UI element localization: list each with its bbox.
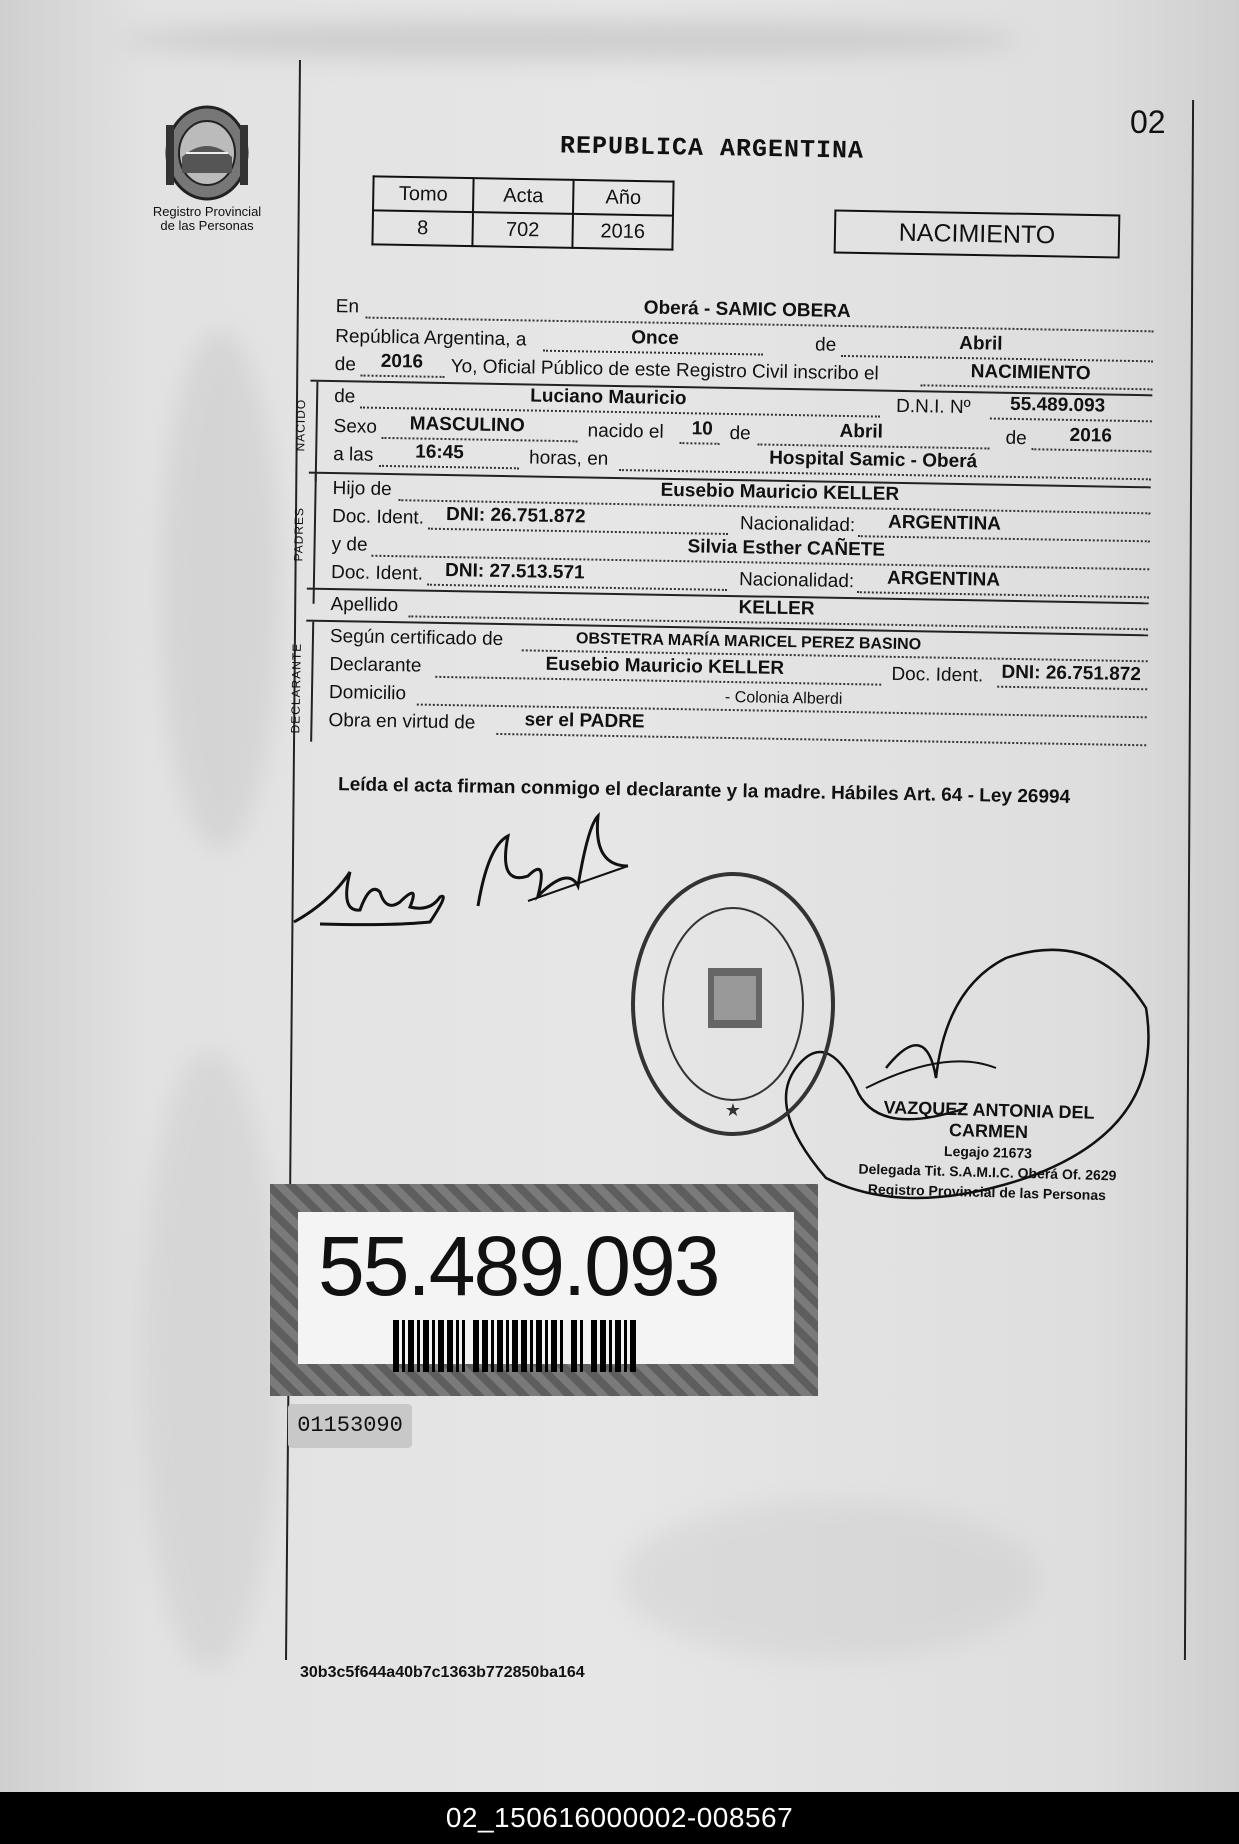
declarant-signature	[290, 852, 460, 932]
father-doc-label: Doc. Ident.	[331, 506, 425, 529]
official-name: VAZQUEZ ANTONIA DEL CARMEN	[883, 1097, 1095, 1143]
place-value: Oberá - SAMIC OBERA	[643, 297, 851, 323]
official-legajo: Legajo 21673	[943, 1142, 1033, 1162]
declarant-doc-value: DNI: 26.751.872	[1001, 661, 1142, 686]
country-title: REPUBLICA ARGENTINA	[559, 131, 865, 166]
official-signature-block	[847, 1096, 1130, 1205]
birth-month-value: Abril	[839, 420, 884, 443]
de-label-3: de	[333, 386, 356, 408]
domicilio-label: Domicilio	[328, 682, 407, 705]
birth-place-value: Hospital Samic - Oberá	[768, 447, 978, 473]
act-type-box: NACIMIENTO	[834, 210, 1121, 259]
sex-value: MASCULINO	[409, 413, 525, 437]
dni-sticker	[270, 1184, 818, 1396]
certificate-by-value: OBSTETRA MARÍA MARICEL PEREZ BASINO	[575, 630, 922, 654]
provincial-crest-icon	[152, 95, 262, 205]
horas-en-label: horas, en	[528, 447, 609, 470]
month-value: Abril	[959, 332, 1003, 355]
official-office: Registro Provincial de las Personas	[867, 1180, 1107, 1204]
mother-name-value: Silvia Esther CAÑETE	[687, 536, 886, 561]
document-hash: 30b3c5f644a40b7c1363b772850ba164	[300, 1664, 585, 1681]
section-declarante: DECLARANTE	[288, 642, 304, 734]
logo-caption-line1: Registro Provincial	[152, 204, 262, 219]
year-value: 2016	[380, 350, 424, 373]
closing-statement: Leída el acta firman conmigo el declarante y la madre. Hábiles Art. 64 - Ley 26994	[337, 774, 1071, 808]
col-header-tomo: Tomo	[373, 176, 474, 212]
col-header-acta: Acta	[473, 178, 574, 214]
birth-year-value: 2016	[1069, 424, 1113, 447]
inscribed-act-value: NACIMIENTO	[970, 361, 1091, 385]
obra-label: Obra en virtud de	[328, 710, 476, 734]
acta-value: 702	[472, 212, 573, 248]
sexo-label: Sexo	[333, 416, 378, 438]
mother-signature	[468, 806, 638, 916]
ano-value: 2016	[572, 214, 673, 250]
barcode	[393, 1320, 639, 1372]
dni-sticker-number: 55.489.093	[318, 1219, 719, 1313]
page-number: 02	[1130, 104, 1166, 140]
father-nationality-value: ARGENTINA	[887, 511, 1002, 535]
surname-value: KELLER	[738, 597, 815, 620]
section-padres: PADRES	[291, 506, 307, 562]
footer-filename: 02_150616000002-008567	[0, 1792, 1239, 1844]
de-label-2: de	[334, 354, 357, 376]
official-role: Delegada Tit. S.A.M.I.C. Oberá Of. 2629	[858, 1160, 1117, 1184]
tomo-value: 8	[372, 210, 473, 246]
officer-text: Yo, Oficial Público de este Registro Civil inscribo el	[450, 356, 879, 385]
registry-logo	[142, 95, 272, 255]
logo-caption-line2: de las Personas	[160, 218, 254, 233]
a-las-label: a las	[332, 444, 374, 466]
hijo-de-label: Hijo de	[332, 478, 392, 501]
en-label: En	[335, 296, 360, 318]
col-header-ano: Año	[573, 180, 674, 216]
child-name-value: Luciano Mauricio	[530, 385, 687, 410]
apellido-label: Apellido	[330, 594, 399, 617]
mother-doc-value: DNI: 27.513.571	[444, 560, 585, 584]
declarant-doc-label: Doc. Ident.	[891, 663, 984, 687]
section-nacido: NACIDO	[293, 398, 309, 452]
de-label-4: de	[729, 422, 751, 445]
father-name-value: Eusebio Mauricio KELLER	[660, 479, 900, 505]
segun-label: Según certificado de	[329, 626, 504, 651]
registry-table	[371, 175, 674, 250]
mother-doc-label: Doc. Ident.	[330, 562, 424, 585]
birth-record-form	[288, 292, 1154, 734]
right-margin-rule	[1184, 100, 1194, 1660]
dni-label: D.N.I. Nº	[895, 395, 971, 419]
birth-day-value: 10	[691, 418, 713, 440]
republica-label: República Argentina, a	[335, 326, 527, 351]
birth-time-value: 16:45	[415, 441, 465, 464]
mother-nationality-value: ARGENTINA	[886, 567, 1001, 591]
father-doc-value: DNI: 26.751.872	[445, 504, 586, 528]
de-label: de	[814, 334, 837, 356]
serial-stamp: 01153090	[288, 1404, 412, 1448]
mother-nationality-label: Nacionalidad:	[738, 569, 855, 593]
day-words-value: Once	[631, 327, 679, 350]
father-nationality-label: Nacionalidad:	[739, 513, 856, 537]
declarant-name-value: Eusebio Mauricio KELLER	[545, 653, 785, 679]
address-value: - Colonia Alberdi	[724, 688, 843, 708]
child-dni-value: 55.489.093	[1009, 393, 1106, 417]
y-de-label: y de	[331, 534, 368, 556]
capacity-value: ser el PADRE	[524, 709, 645, 733]
declarante-label: Declarante	[329, 654, 422, 677]
nacido-el-label: nacido el	[587, 420, 664, 443]
svg-text:★: ★	[724, 1100, 742, 1120]
registry-seal	[628, 868, 838, 1140]
de-label-5: de	[1005, 427, 1027, 450]
